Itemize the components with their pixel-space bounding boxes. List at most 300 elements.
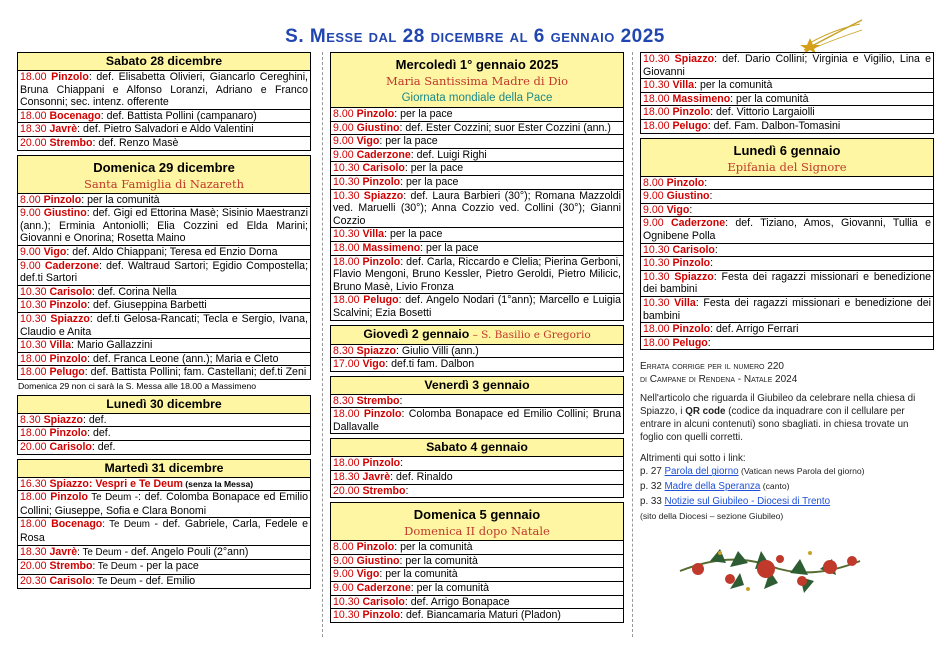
link-anchor[interactable]: Parola del giorno: [664, 466, 739, 478]
mass-entry: [331, 294, 623, 319]
mass-time: 10.30: [20, 339, 50, 352]
day-header: [18, 53, 310, 71]
mass-time: 9.00: [643, 190, 667, 203]
mass-parish: Pinzolo: [363, 408, 402, 421]
mass-parish: Villa: [672, 79, 695, 92]
mass-time: 10.30: [643, 296, 675, 309]
day-block: [330, 502, 624, 623]
mass-time: 18.00: [20, 427, 50, 440]
link-row: [640, 495, 934, 508]
mass-parish: Carisolo: [49, 285, 92, 298]
day-feast: Maria Santissima Madre di Dio: [385, 74, 569, 88]
day-title: Giovedì 2 gennaio: [363, 326, 470, 341]
mass-entry: [331, 358, 623, 371]
mass-time: 18.00: [333, 457, 363, 470]
mass-intention: : per la comunità: [81, 193, 160, 206]
day-feast: Domenica II dopo Natale: [404, 524, 550, 539]
mass-intention: : def. Battista Pollini (campanaro): [100, 109, 257, 122]
day-header: [331, 503, 623, 541]
mass-time: 18.00: [643, 92, 673, 105]
mass-entry: [641, 120, 933, 133]
mass-intention: :: [704, 176, 708, 189]
mass-parish: Pelugo: [363, 294, 399, 307]
mass-parish: Massimeno: [672, 92, 731, 105]
errata-corrige: [640, 360, 934, 523]
mass-parish: Spiazzo: [49, 477, 89, 490]
day-block: [17, 395, 311, 455]
day-header: [331, 377, 623, 395]
mass-intention: : def. Arrigo Bonapace: [404, 595, 510, 608]
mass-intention: : per la comunità: [379, 568, 458, 581]
mass-parish: Strembo: [49, 136, 93, 149]
mass-entry: [641, 93, 933, 107]
mass-entry: [331, 228, 623, 242]
mass-entry: [331, 541, 623, 555]
mass-parish: Vigo: [43, 245, 67, 258]
mass-intention: : def. Angelo Nodari (1°ann); Marcello e Luigia Scalvini; Ezia Bosetti: [333, 294, 621, 319]
mass-entry: [18, 137, 310, 150]
day-header: [331, 53, 623, 108]
mass-parish: Pinzolo: [672, 106, 711, 119]
mass-time: 9.00: [333, 582, 357, 595]
mass-time: 18.00: [643, 323, 673, 336]
link-page: p. 27: [640, 466, 665, 478]
mass-intention: : def. Franca Leone (ann.); Maria e Cleto: [87, 352, 279, 365]
mass-parish: Pinzolo: [672, 323, 711, 336]
mass-parish: Carisolo: [362, 595, 405, 608]
mass-time: 10.30: [333, 595, 363, 608]
mass-intention: - per la pace: [136, 560, 199, 573]
mass-parish: Vigo: [666, 203, 690, 216]
mass-entry: [641, 244, 933, 258]
mass-parish: Vigo: [356, 568, 380, 581]
mass-parish: Pelugo: [49, 366, 85, 379]
mass-parish: Pinzolo: [672, 257, 711, 270]
mass-time: 10.30: [333, 162, 363, 175]
mass-time: 10.30: [643, 53, 675, 65]
mass-parish: Javrè: [362, 471, 391, 484]
mass-entry: [18, 299, 310, 313]
mass-time: 8.00: [333, 108, 357, 120]
mass-time: 18.00: [20, 518, 52, 531]
mass-time: 10.30: [333, 609, 363, 622]
mass-entry: [18, 546, 310, 561]
mass-parish: Vigo: [362, 358, 386, 371]
mass-intention: :: [400, 457, 404, 470]
mass-intention: : def. Carla, Riccardo e Clelia; Pierina Gerboni, Flavio Mengoni, Bruno Kessler, Pietro Geroldi, Pietro Milicic, Bruno Masè, Livio Fronza: [333, 255, 621, 293]
mass-parish: Spiazzo: [674, 270, 714, 283]
mass-entry: [641, 177, 933, 191]
mass-intention: : def. Tiziano, Amos, Giovanni, Tullia e Ognibene Polla: [643, 217, 931, 242]
mass-time: 8.00: [333, 541, 357, 554]
day-header: [331, 439, 623, 457]
mass-intention: : def. Waltraud Sartori; Egidio Compostella; def.ti Sartori: [20, 259, 309, 285]
mass-time: 20.00: [333, 484, 363, 497]
mass-time: 20.00: [20, 136, 50, 149]
mass-time: 8.00: [643, 176, 667, 189]
te-deum-label: : Te Deum: [77, 546, 122, 558]
mass-intention: : per la pace: [420, 241, 479, 254]
mass-parish: Spiazzo: [43, 413, 83, 426]
mass-intention: : Festa dei ragazzi missionari e benedizione dei bambini: [643, 296, 931, 322]
mass-entry: [18, 260, 310, 286]
day-block: [17, 459, 311, 590]
mass-time: 18.30: [333, 471, 363, 484]
mass-parish: Strembo: [49, 560, 93, 573]
shooting-star-icon: [800, 14, 868, 54]
mass-time: 18.30: [20, 545, 50, 558]
mass-intention: : def. Rinaldo: [390, 471, 453, 484]
mass-time: 9.00: [20, 259, 45, 272]
mass-entry: [331, 395, 623, 409]
mass-entry: [18, 313, 310, 339]
mass-time: 10.30: [20, 299, 50, 312]
mass-intention: : per la comunità: [730, 92, 809, 105]
mass-parish: Pinzolo: [50, 491, 88, 504]
mass-intention: : def.: [91, 441, 116, 454]
mass-time: 18.00: [643, 119, 673, 132]
mass-intention: : def. Fam. Dalbon-Tomasini: [707, 119, 841, 132]
mass-time: 18.00: [20, 71, 52, 83]
day-block: [17, 52, 311, 151]
errata-title: Errata corrige per il numero 220: [640, 361, 784, 373]
day-title: Lunedì 30 dicembre: [106, 396, 222, 411]
mass-entry: [331, 457, 623, 471]
mass-intention: :: [689, 203, 693, 216]
mass-time: 8.30: [333, 344, 357, 357]
mass-time: 10.30: [20, 312, 51, 325]
mass-intention: :: [405, 484, 409, 497]
mass-parish: Villa: [674, 296, 696, 309]
mass-entry: [18, 560, 310, 575]
mass-parish: Pinzolo: [49, 427, 88, 440]
mass-parish: Pinzolo: [362, 175, 401, 188]
mass-parish: Bocenago: [49, 109, 101, 122]
mass-entry: [641, 257, 933, 271]
mass-time: 9.00: [333, 148, 357, 161]
mass-intention: : def. Arrigo Ferrari: [710, 323, 799, 336]
mass-time: 18.30: [20, 123, 50, 136]
mass-intention: :: [710, 257, 714, 270]
mass-parish: Vigo: [356, 135, 380, 148]
link-note: (Vatican news Parola del giorno): [738, 466, 865, 477]
te-deum-label: Te Deum -: [87, 492, 139, 504]
mass-intention: : def. Luigi Righi: [410, 148, 487, 161]
mass-intention: : def. Aldo Chiappani; Teresa ed Enzio Dorna: [66, 245, 278, 258]
mass-entry: [331, 408, 623, 433]
mass-time: 18.00: [333, 294, 364, 307]
column-middle: [330, 52, 624, 627]
mass-entry: [18, 366, 310, 379]
mass-time: 10.30: [643, 79, 673, 92]
mass-entry: [18, 110, 310, 124]
mass-parish: Pelugo: [672, 119, 708, 132]
page-title: S. Messe dal 28 dicembre al 6 gennaio 2025: [285, 26, 665, 47]
mass-time: 9.00: [333, 568, 357, 581]
day-feast: Santa Famiglia di Nazareth: [83, 176, 244, 191]
mass-entry: [331, 149, 623, 163]
mass-entry: [18, 207, 310, 246]
mass-entry: [18, 286, 310, 300]
mass-time: 10.30: [643, 243, 673, 256]
mass-entry: [331, 256, 623, 295]
mass-time: 18.00: [333, 241, 363, 254]
mass-parish: Pinzolo: [49, 299, 88, 312]
day-block: [640, 138, 934, 351]
mass-time: 20.00: [20, 441, 50, 454]
mass-time: 20.30: [20, 574, 50, 587]
mass-intention: : per la pace: [394, 108, 453, 120]
mass-parish: Giustino: [666, 190, 710, 203]
mass-entry: [18, 427, 310, 441]
mass-time: 10.30: [20, 285, 50, 298]
mass-intention: - def. Angelo Pouli (2°ann): [121, 545, 249, 558]
mass-time: 17.00: [333, 358, 363, 371]
mass-entry: [641, 217, 933, 243]
mass-parish: Javrè: [49, 545, 78, 558]
mass-intention: : def. Battista Pollini; fam. Castellani; def.ti Zeni: [84, 366, 307, 379]
mass-parish: Villa: [362, 228, 385, 241]
mass-intention: : def.: [87, 427, 111, 440]
mass-intention: : def. Corina Nella: [91, 285, 177, 298]
mass-intention: : per la comunità: [394, 541, 473, 554]
mass-time: 10.30: [333, 228, 363, 241]
mass-entry: [18, 478, 310, 492]
mass-entry: [331, 609, 623, 622]
link-page: p. 33: [640, 496, 665, 508]
mass-parish: Strembo: [356, 394, 400, 407]
mass-entry: [641, 79, 933, 93]
mass-entry: [331, 596, 623, 610]
day-title: Mercoledì 1° gennaio 2025: [395, 57, 559, 72]
mass-parish: Bocenago: [51, 518, 103, 531]
day-title: Domenica 5 gennaio: [413, 507, 541, 523]
day-title: Domenica 29 dicembre: [93, 159, 235, 175]
mass-parish: Spiazzo: [356, 344, 396, 357]
mass-time: 9.00: [20, 245, 44, 258]
mass-time: 18.00: [643, 336, 673, 349]
errata-body: Nell'articolo che riguarda il Giubileo da celebrare nella chiesa di Spiazzo, i QR code (codice da inquadrare con il cellulare per entrare in alcuni contenuti) sono sbagliati. in chiesa trovate un foglio con quelli corretti.: [640, 393, 916, 444]
link-row: [640, 480, 934, 493]
mass-time: 9.00: [20, 207, 44, 220]
mass-parish: Pinzolo: [666, 176, 705, 189]
link-page: p. 32: [640, 481, 665, 493]
mass-entry: [18, 71, 310, 110]
mass-entry: [641, 323, 933, 337]
mass-entry: [18, 123, 310, 137]
mass-intention: : def. Renzo Masè: [92, 136, 179, 149]
mass-intention: : Giulio Villi (ann.): [396, 344, 479, 357]
day-header: [331, 326, 623, 345]
mass-entry: [641, 53, 933, 79]
mass-entry: [18, 414, 310, 428]
day-title: Lunedì 6 gennaio: [733, 142, 841, 158]
mass-time: 8.30: [20, 413, 44, 426]
errata-links: [640, 452, 934, 523]
mass-entry: [331, 122, 623, 136]
mass-parish: Villa: [49, 339, 72, 352]
day-title: Martedì 31 dicembre: [104, 460, 224, 475]
mass-intention: :: [707, 336, 711, 349]
column-right: [640, 52, 934, 601]
mass-intention: : def. Ester Cozzini; suor Ester Cozzini (ann.): [399, 121, 611, 134]
holly-decoration-icon: [670, 531, 870, 601]
mass-time: 8.00: [20, 193, 44, 206]
mass-parish: Pinzolo: [356, 108, 395, 120]
mass-entry: [18, 246, 310, 260]
mass-intention: : def.ti Gelosa-Rancati; Tecla e Sergio, Ivana, Claudio e Anita: [20, 312, 308, 338]
mass-time: 9.00: [333, 554, 357, 567]
mass-intention: : def. Dario Collini; Virginia e Vigilio, Lina e Giovanni: [643, 53, 931, 78]
day-title: Sabato 4 gennaio: [426, 440, 528, 455]
mass-parish: Carisolo: [362, 162, 405, 175]
link-note: (canto): [760, 481, 790, 492]
mass-time: 20.00: [20, 560, 50, 573]
divider: [322, 52, 323, 637]
mass-time: 9.00: [333, 135, 357, 148]
mass-parish: Pinzolo: [43, 193, 82, 206]
mass-special: : Vespri e Te Deum: [88, 477, 183, 490]
day-title: Venerdì 3 gennaio: [424, 377, 530, 392]
mass-parish: Strembo: [362, 484, 406, 497]
mass-entry: [641, 271, 933, 297]
mass-parish: Pinzolo: [51, 71, 89, 83]
mass-intention: : per la comunità: [399, 554, 478, 567]
mass-parish: Caderzone: [356, 582, 411, 595]
mass-entry: [331, 108, 623, 122]
mass-entry: [18, 491, 310, 518]
mass-intention: : def. Pietro Salvadori e Aldo Valentini: [77, 123, 254, 136]
mass-intention: : def.ti fam. Dalbon: [385, 358, 475, 371]
mass-parish: Giustino: [356, 121, 400, 134]
mass-intention: :: [399, 394, 403, 407]
te-deum-label: : Te Deum: [102, 519, 150, 531]
mass-entry: [331, 135, 623, 149]
mass-parish: Spiazzo: [674, 53, 715, 65]
mass-time: 18.00: [333, 408, 364, 421]
mass-parish: Javrè: [49, 123, 78, 136]
mass-parish: Pelugo: [672, 336, 708, 349]
mass-time: 10.30: [333, 189, 364, 202]
column-left: [17, 52, 311, 593]
day-block: [330, 438, 624, 498]
mass-time: 9.00: [333, 121, 357, 134]
schedule-note: Domenica 29 non ci sarà la S. Messa alle 18.00 a Massimeno: [18, 380, 257, 391]
mass-entry: [331, 190, 623, 229]
mass-time: 18.00: [20, 491, 51, 504]
day-header: [18, 460, 310, 478]
link-anchor[interactable]: Madre della Speranza: [664, 481, 761, 493]
mass-parish: Pinzolo: [362, 255, 401, 268]
mass-time: 18.00: [333, 255, 363, 268]
mass-parish: Pinzolo: [356, 541, 395, 554]
mass-intention: : def. Elisabetta Olivieri, Giancarlo Cereghini, Bruna Chiappani e Alfonso Loranzi, Adriano e Franco Consonni; sec. intenz. offerente: [20, 71, 308, 109]
mass-time: 18.00: [20, 366, 50, 379]
mass-entry: [18, 575, 310, 589]
mass-parish: Pinzolo: [362, 457, 401, 470]
mass-time: 8.30: [333, 394, 357, 407]
mass-intention: : per la comunità: [410, 582, 490, 595]
mass-intention: : per la comunità: [694, 79, 773, 92]
mass-time: 9.00: [643, 203, 667, 216]
mass-parish: Giustino: [356, 554, 400, 567]
mass-parish: Caderzone: [44, 259, 99, 272]
te-deum-label: : Te Deum: [91, 575, 137, 587]
day-header: [641, 139, 933, 177]
mass-time: 18.00: [20, 352, 50, 365]
mass-entry: [641, 106, 933, 120]
mass-time: 10.30: [643, 270, 675, 283]
mass-parish: Giustino: [43, 207, 87, 220]
mass-entry: [331, 568, 623, 582]
mass-intention: - def. Emilio: [136, 574, 196, 587]
mass-intention: : per la pace: [379, 135, 438, 148]
mass-parish: Pinzolo: [49, 352, 88, 365]
mass-intention: :: [714, 243, 718, 256]
mass-intention: :: [709, 190, 713, 203]
mass-parish: Carisolo: [672, 243, 715, 256]
mass-entry: [18, 441, 310, 454]
mass-entry: [18, 339, 310, 353]
day-header: [18, 156, 310, 194]
mass-note: (senza la Messa): [182, 478, 254, 489]
mass-parish: Massimeno: [362, 241, 421, 254]
day-block: [330, 52, 624, 321]
mass-entry: [331, 582, 623, 596]
mass-entry: [331, 176, 623, 190]
mass-intention: : def. Vittorio Largaiolli: [710, 106, 815, 119]
mass-entry: [18, 518, 310, 545]
link-anchor[interactable]: Notizie sul Giubileo - Diocesi di Trento: [664, 496, 831, 508]
mass-parish: Carisolo: [49, 574, 92, 587]
mass-time: 18.00: [643, 106, 673, 119]
mass-intention: : Mario Gallazzini: [71, 339, 153, 352]
mass-intention: : per la pace: [400, 175, 459, 188]
day-header: [18, 396, 310, 414]
mass-entry: [18, 194, 310, 208]
mass-entry: [641, 337, 933, 350]
mass-parish: Caderzone: [670, 217, 726, 230]
mass-intention: : def. Giuseppina Barbetti: [87, 299, 207, 312]
mass-time: 16.30: [20, 477, 50, 490]
day-block: [640, 52, 934, 134]
link-row: [640, 465, 934, 478]
mass-intention: : Festa dei ragazzi missionari e benedizione dei bambini: [643, 270, 931, 296]
day-note: Giornata mondiale della Pace: [401, 92, 553, 104]
mass-intention: : def.: [83, 413, 107, 426]
mass-entry: [18, 353, 310, 367]
mass-entry: [331, 242, 623, 256]
mass-entry: [331, 485, 623, 498]
mass-intention: : def. Gigi ed Ettorina Masè; Sisinio Maestranzi (ann.); Erminia Antoniolli; Elia Cozzini ed Elda Marini; Giovanni e Onorina; Rosetta Maino: [20, 207, 308, 245]
day-title: Sabato 28 dicembre: [105, 54, 223, 68]
mass-entry: [331, 471, 623, 485]
mass-intention: : Colomba Bonapace ed Emilio Collini; Bruna Dallavalle: [333, 408, 621, 433]
mass-parish: Spiazzo: [50, 312, 90, 325]
mass-entry: [331, 345, 623, 359]
mass-time: 10.30: [643, 257, 673, 270]
mass-time: 10.30: [333, 175, 363, 188]
mass-parish: Caderzone: [356, 148, 411, 161]
mass-parish: Spiazzo: [363, 189, 404, 202]
day-feast: – S. Basilio e Gregorio: [469, 328, 591, 341]
divider: [632, 52, 633, 637]
mass-entry: [641, 297, 933, 323]
day-feast: Epifania del Signore: [727, 159, 847, 174]
mass-intention: : def. Colomba Bonapace ed Emilio Collini; Giuseppe, Sofia e Clara Bonomi: [20, 491, 308, 517]
mass-parish: Pinzolo: [362, 609, 401, 622]
mass-intention: : def. Biancamaria Maturi (Pladon): [400, 609, 561, 622]
